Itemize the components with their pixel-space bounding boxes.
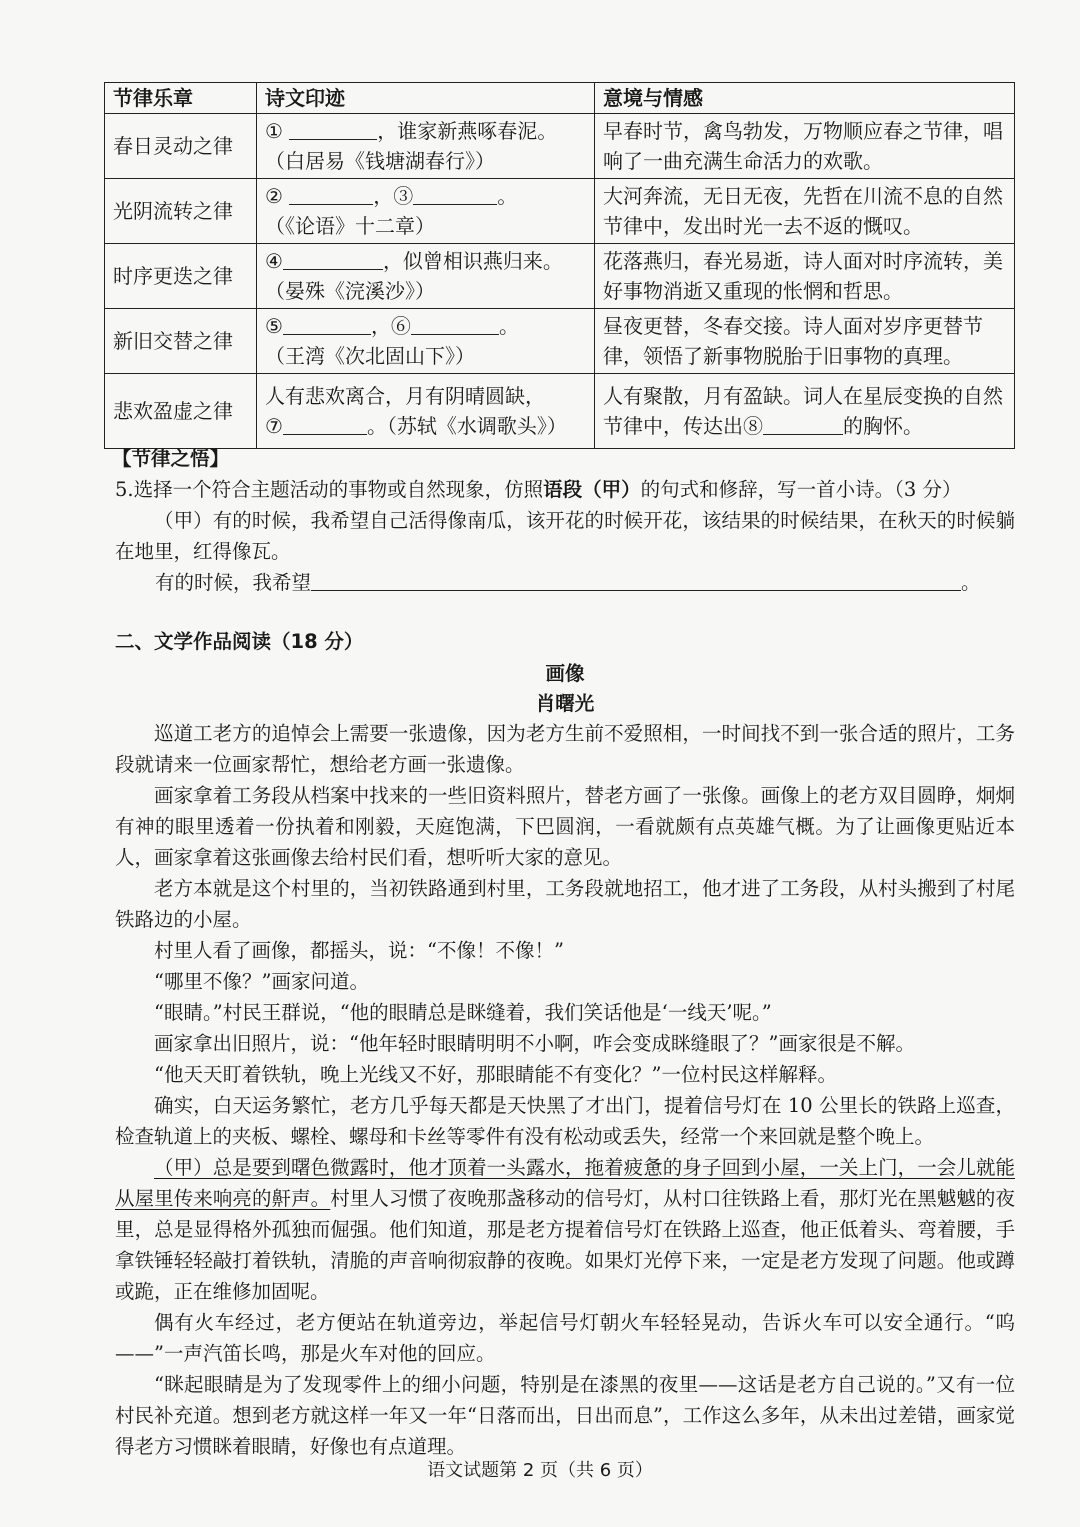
question-emphasis: 语段（甲） xyxy=(543,478,641,501)
header-chapter: 节律乐章 xyxy=(105,83,257,114)
feeling-text: 的胸怀。 xyxy=(843,414,923,438)
poem-cell xyxy=(257,374,595,449)
header-poem: 诗文印迹 xyxy=(257,83,595,114)
paragraph-10-rest: 村里人习惯了夜晚那盏移动的信号灯，从村口往铁路上看，那灯光在黑魆魆的夜里，总是显得格外孤独而倔强。他们知道，那是老方提着信号灯在铁路上巡查，他正低着头、弯着腰，手拿铁锤轻轻敲打着铁轨，清脆的声音响彻寂静的夜晚。如果灯光停下来，一定是老方发现了问题。他或蹲或跪，正在维修加固呢。 xyxy=(115,1187,1015,1303)
paragraph-12: “眯起眼睛是为了发现零件上的细小问题，特别是在漆黑的夜里——这话是老方自己说的。”又有一位村民补充道。想到老方就这样一年又一年“日落而出，日出而息”，工作这么多年，从未出过差错，画家觉得老方习惯眯着眼睛，好像也有点道理。 xyxy=(115,1373,1015,1458)
underlined-passage-jia: （甲）总是要到曙色微露时，他才顶着一头露水，拖着疲惫的身子回到小屋，一关上门，一会儿就能从屋里传来响亮的鼾声。 xyxy=(115,1156,1015,1210)
blank-number: ，③ xyxy=(373,184,414,208)
table-row xyxy=(105,309,1015,374)
poem-text: ，谁家新燕啄春泥。 xyxy=(377,119,558,143)
paragraph-11: 偶有火车经过，老方便站在轨道旁边，举起信号灯朝火车轻轻晃动，告诉火车可以安全通行。“呜——”一声汽笛长鸣，那是火车对他的回应。 xyxy=(115,1311,1015,1365)
poem-text: 。 xyxy=(497,184,518,208)
fill-blank-5[interactable] xyxy=(283,312,371,335)
chapter-cell: 悲欢盈虚之律 xyxy=(105,374,257,449)
poem-text: ，似曾相识燕归来。 xyxy=(382,249,563,273)
blank-number: ，⑥ xyxy=(370,314,411,338)
chapter-cell: 时序更迭之律 xyxy=(105,244,257,309)
poem-source: （白居易《钱塘湖春行》） xyxy=(265,149,495,173)
table-row xyxy=(105,374,1015,449)
table-row xyxy=(105,179,1015,244)
chapter-cell: 新旧交替之律 xyxy=(105,309,257,374)
fill-blank-1[interactable] xyxy=(289,117,377,140)
feeling-cell: 早春时节，禽鸟勃发，万物顺应春之节律，唱响了一曲充满生命活力的欢歌。 xyxy=(595,114,1015,179)
poem-cell xyxy=(257,114,595,179)
chapter-cell: 春日灵动之律 xyxy=(105,114,257,179)
fill-blank-2[interactable] xyxy=(289,182,373,205)
blank-number: ⑦ xyxy=(265,414,283,438)
paragraph-4: 村里人看了画像，都摇头，说：“不像！不像！” xyxy=(154,939,564,962)
section-heading-2: 二、文学作品阅读（18 分） xyxy=(115,630,364,653)
blank-number: ④ xyxy=(265,249,283,273)
article-author: 肖曙光 xyxy=(535,692,595,715)
answer-line xyxy=(155,566,1015,598)
question-5 xyxy=(115,474,1025,505)
header-feeling: 意境与情感 xyxy=(595,83,1015,114)
paragraph-5: “哪里不像？”画家问道。 xyxy=(154,970,369,993)
rhythm-table xyxy=(104,82,1015,449)
poem-text: 。 xyxy=(498,314,519,338)
answer-end: 。 xyxy=(961,571,981,594)
fill-blank-3[interactable] xyxy=(413,182,497,205)
poem-cell xyxy=(257,244,595,309)
feeling-cell: 大河奔流，无日无夜，先哲在川流不息的自然节律中，发出时光一去不返的慨叹。 xyxy=(595,179,1015,244)
example-passage: （甲）有的时候，我希望自己活得像南瓜，该开花的时候开花，该结果的时候结果，在秋天的时候躺在地里，红得像瓦。 xyxy=(115,509,1015,563)
section-heading-wu: 【节律之悟】 xyxy=(112,447,230,470)
poem-cell xyxy=(257,309,595,374)
fill-blank-7[interactable] xyxy=(283,412,367,435)
feeling-text: 人有聚散，月有盈缺。词人在星辰变换的自然节律中，传达出⑧ xyxy=(603,384,1003,438)
blank-number: ① xyxy=(265,119,283,143)
feeling-cell: 花落燕归，春光易逝，诗人面对时序流转，美好事物消逝又重现的怅惘和哲思。 xyxy=(595,244,1015,309)
poem-source: 。（苏轼《水调歌头》） xyxy=(366,414,567,438)
blank-number: ② xyxy=(265,184,283,208)
paragraph-2: 画家拿着工务段从档案中找来的一些旧资料照片，替老方画了一张像。画像上的老方双目圆睁，炯炯有神的眼里透着一份执着和刚毅，天庭饱满，下巴圆润，一看就颇有点英雄气概。为了让画像更贴近本人，画家拿着这张画像去给村民们看，想听听大家的意见。 xyxy=(115,784,1015,869)
answer-prompt: 有的时候，我希望 xyxy=(155,571,312,594)
feeling-cell: 昼夜更替，冬春交接。诗人面对岁序更替节律，领悟了新事物脱胎于旧事物的真理。 xyxy=(595,309,1015,374)
table-row xyxy=(105,114,1015,179)
poem-cell xyxy=(257,179,595,244)
table-header-row xyxy=(105,83,1015,114)
answer-blank[interactable] xyxy=(311,566,961,591)
article-title: 画像 xyxy=(545,662,585,685)
blank-number: ⑤ xyxy=(265,314,283,338)
feeling-cell xyxy=(595,374,1015,449)
paragraph-8: “他天天盯着铁轨，晚上光线又不好，那眼睛能不有变化？”一位村民这样解释。 xyxy=(154,1063,837,1086)
question-text: 的句式和修辞，写一首小诗。（3 分） xyxy=(640,478,962,501)
poem-source: （《论语》十二章） xyxy=(265,214,435,238)
paragraph-6: “眼睛。”村民王群说，“他的眼睛总是眯缝着，我们笑话他是‘一线天’呢。” xyxy=(154,1001,772,1024)
paragraph-9: 确实，白天运务繁忙，老方几乎每天都是天快黑了才出门，提着信号灯在 10 公里长的铁路上巡查，检查轨道上的夹板、螺栓、螺母和卡丝等零件有没有松动或丢失，经常一个来回就是整个晚上。 xyxy=(115,1094,1015,1148)
page-footer: 语文试题第 2 页（共 6 页） xyxy=(427,1460,653,1481)
fill-blank-6[interactable] xyxy=(411,312,499,335)
paragraph-1: 巡道工老方的追悼会上需要一张遗像，因为老方生前不爱照相，一时间找不到一张合适的照片，工务段就请来一位画家帮忙，想给老方画一张遗像。 xyxy=(115,722,1015,776)
fill-blank-4[interactable] xyxy=(283,247,383,270)
question-text: 5.选择一个符合主题活动的事物或自然现象，仿照 xyxy=(115,478,544,501)
chapter-cell: 光阴流转之律 xyxy=(105,179,257,244)
table-row xyxy=(105,244,1015,309)
paragraph-3: 老方本就是这个村里的，当初铁路通到村里，工务段就地招工，他才进了工务段，从村头搬到了村尾铁路边的小屋。 xyxy=(115,877,1015,931)
fill-blank-8[interactable] xyxy=(763,412,843,435)
poem-text: 人有悲欢离合，月有阴晴圆缺， xyxy=(265,384,545,408)
poem-source: （晏殊《浣溪沙》） xyxy=(265,279,435,303)
paragraph-7: 画家拿出旧照片，说：“他年轻时眼睛明明不小啊，咋会变成眯缝眼了？”画家很是不解。 xyxy=(154,1032,915,1055)
paragraph-10 xyxy=(115,1152,1015,1307)
poem-source: （王湾《次北固山下》） xyxy=(265,344,475,368)
